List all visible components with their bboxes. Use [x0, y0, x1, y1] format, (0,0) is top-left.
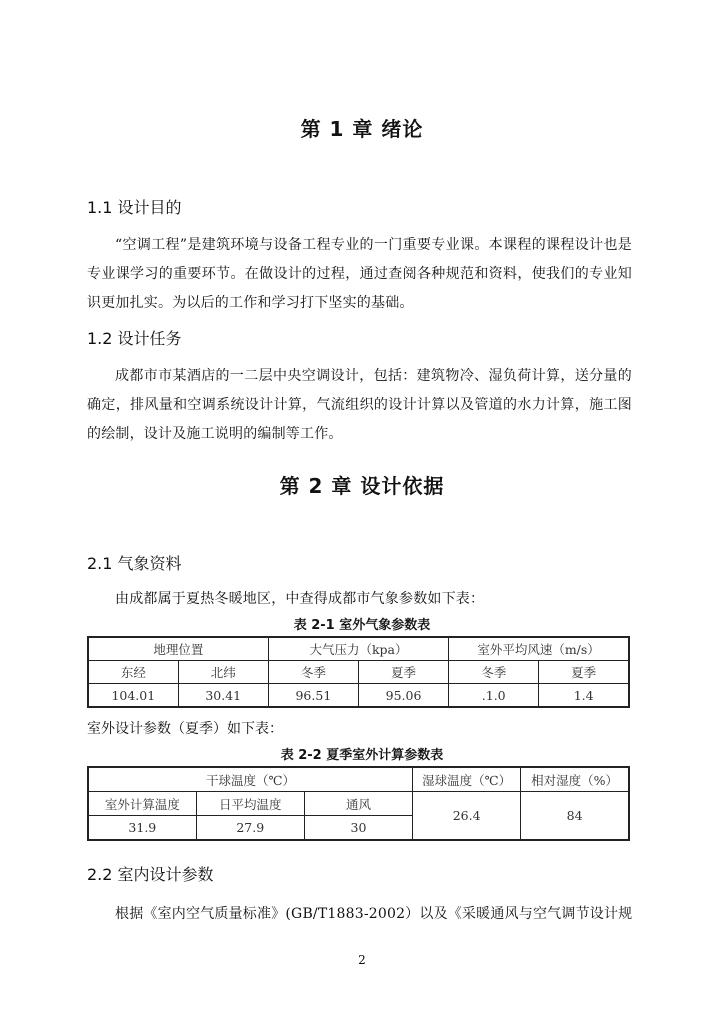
table-header-cell: 夏季 — [358, 661, 448, 684]
table-header-cell: 室外计算温度 — [88, 792, 196, 816]
table-header-cell: 东经 — [88, 661, 178, 684]
table-header-cell: 北纬 — [178, 661, 268, 684]
page-number: 2 — [358, 953, 366, 967]
table-row — [88, 661, 629, 684]
table-header-cell: 干球温度（℃） — [88, 767, 413, 792]
table-cell: 27.9 — [196, 816, 304, 841]
table-2-2 — [87, 766, 630, 841]
table-header-cell: 通风 — [304, 792, 412, 816]
table-cell: 1.4 — [539, 684, 629, 708]
outdoor-params-line: 室外设计参数（夏季）如下表： — [87, 721, 283, 737]
table-2-1-caption: 表 2-1 室外气象参数表 — [293, 618, 431, 633]
table-header-cell: 冬季 — [268, 661, 358, 684]
table-header-cell: 大气压力（kpa） — [268, 637, 448, 661]
table-row — [88, 767, 629, 792]
table-2-2-caption: 表 2-2 夏季室外计算参数表 — [280, 748, 444, 763]
table-cell: 31.9 — [88, 816, 196, 841]
section-2-1-heading: 2.1 气象资料 — [87, 554, 182, 573]
table-cell: 26.4 — [413, 792, 521, 841]
table-header-cell: 日平均温度 — [196, 792, 304, 816]
table-cell: 104.01 — [88, 684, 178, 708]
table-header-cell: 夏季 — [539, 661, 629, 684]
table-2-1 — [87, 636, 630, 708]
section-2-2-heading: 2.2 室内设计参数 — [87, 865, 214, 884]
table-cell: 95.06 — [358, 684, 448, 708]
chapter-1-title: 第 1 章 绪论 — [300, 117, 424, 141]
section-1-2-paragraph: 成都市市某酒店的一二层中央空调设计，包括：建筑物冷、湿负荷计算，送分量的确定，排风量和空调系统设计计算，气流组织的设计计算以及管道的水力计算，施工图的绘制，设计及施工说明的编制等工作。 — [87, 368, 632, 442]
table-header-cell: 地理位置 — [88, 637, 268, 661]
table-row — [88, 637, 629, 661]
table-header-cell: 室外平均风速（m/s） — [449, 637, 629, 661]
table-header-cell: 湿球温度（℃） — [413, 767, 521, 792]
table-cell: 30.41 — [178, 684, 268, 708]
chapter-2-title: 第 2 章 设计依据 — [279, 474, 445, 498]
section-1-1-heading: 1.1 设计目的 — [87, 198, 182, 217]
table-cell: 30 — [304, 816, 412, 841]
section-2-2-paragraph: 根据《室内空气质量标准》(GB/T1883-2002）以及《采暖通风与空气调节设计规 — [115, 906, 633, 922]
table-header-cell: 相对湿度（%） — [521, 767, 629, 792]
table-cell: .1.0 — [449, 684, 539, 708]
section-1-2-heading: 1.2 设计任务 — [87, 329, 182, 348]
table-cell: 96.51 — [268, 684, 358, 708]
table-row — [88, 792, 629, 816]
section-2-1-intro: 由成都属于夏热冬暖地区，中查得成都市气象参数如下表： — [115, 591, 485, 607]
table-row — [88, 684, 629, 708]
table-cell: 84 — [521, 792, 629, 841]
table-header-cell: 冬季 — [449, 661, 539, 684]
section-1-1-paragraph: “空调工程”是建筑环境与设备工程专业的一门重要专业课。本课程的课程设计也是专业课学习的重要环节。在做设计的过程，通过查阅各种规范和资料，使我们的专业知识更加扎实。为以后的工作和学习打下坚实的基础。 — [87, 237, 632, 311]
